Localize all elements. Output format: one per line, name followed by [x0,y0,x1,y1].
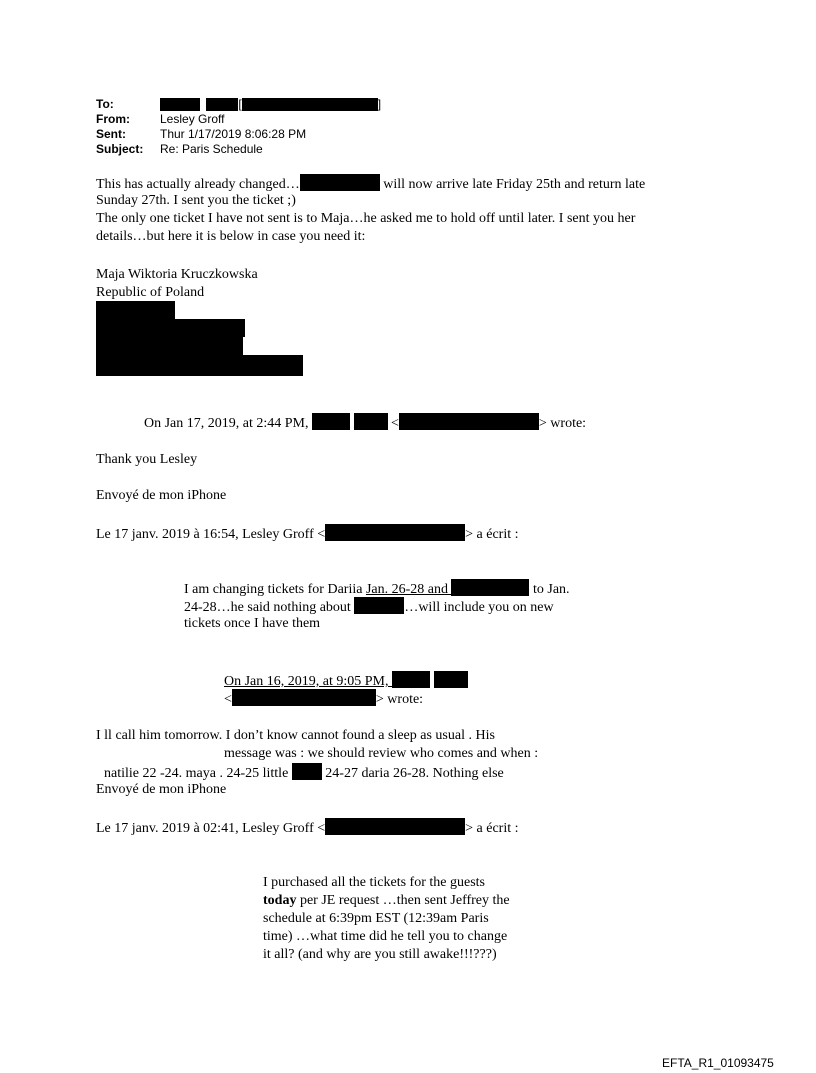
reply4-line-2: today per JE request …then sent Jeffrey the [263,893,510,908]
to-bracket-open: [ [238,97,242,111]
reply1-signature: Envoyé de mon iPhone [96,488,227,503]
body-line-2: Sunday 27th. I sent you the ticket ;) [96,193,296,208]
redaction [325,524,465,541]
redaction [354,597,404,614]
body-line-1: This has actually already changed… will now arrive late Friday 25th and return late [96,174,645,194]
redaction [300,174,380,191]
to-label: To: [96,97,114,111]
subject-label: Subject: [96,142,144,156]
reply2-line-2: 24-28…he said nothing about …will include you on new [184,597,554,617]
body-line-3: The only one ticket I have not sent is to Maja…he asked me to hold off until later. I sent you her [96,211,636,226]
redaction [292,763,322,780]
redaction [325,818,465,835]
reply2-line-1: I am changing tickets for Dariia Jan. 26-28 and to Jan. [184,579,570,599]
redaction-block [96,355,303,376]
body-line-4: details…but here it is below in case you need it: [96,229,366,244]
reply3-line-3: natilie 22 -24. maya . 24-25 little 24-27 daria 26-28. Nothing else [104,763,504,783]
email-header [96,97,416,159]
redaction [160,98,200,111]
subject-value: Re: Paris Schedule [160,142,263,156]
redaction [399,413,539,430]
redaction [242,98,378,111]
contact-name: Maja Wiktoria Kruczkowska [96,267,258,282]
sent-value: Thur 1/17/2019 8:06:28 PM [160,127,307,141]
redaction [312,413,350,430]
redaction-block [96,337,243,355]
redaction [354,413,388,430]
sent-label: Sent: [96,127,126,141]
reply3-line-1: I ll call him tomorrow. I don’t know cannot found a sleep as usual . His [96,728,495,743]
reply3-signature: Envoyé de mon iPhone [96,782,227,797]
reply4-line-4: time) …what time did he tell you to change [263,929,508,944]
redaction-block [96,319,245,337]
reply1-thanks: Thank you Lesley [96,452,198,467]
reply2-line-3: tickets once I have them [184,616,321,631]
redaction [434,671,468,688]
from-label: From: [96,112,130,126]
from-value: Lesley Groff [160,112,225,126]
reply3-attribution-1: On Jan 16, 2019, at 9:05 PM, [224,671,468,691]
reply4-line-5: it all? (and why are you still awake!!!???) [263,947,497,962]
redaction [392,671,430,688]
reply4-line-1: I purchased all the tickets for the guests [263,875,485,890]
reply3-attribution-2: < > wrote: [224,689,423,709]
reply2-attribution: Le 17 janv. 2019 à 16:54, Lesley Groff < > a écrit : [96,524,519,544]
reply4-line-3: schedule at 6:39pm EST (12:39am Paris [263,911,489,926]
to-value [160,97,381,112]
redaction [232,689,376,706]
redaction [206,98,238,111]
to-bracket-close: ] [377,97,382,111]
contact-country: Republic of Poland [96,285,205,300]
reply3-line-2: message was : we should review who comes and when : [224,746,539,761]
reply1-attribution: On Jan 17, 2019, at 2:44 PM, < > wrote: [144,413,586,433]
reply4-attribution: Le 17 janv. 2019 à 02:41, Lesley Groff < > a écrit : [96,818,519,838]
document-id: EFTA_R1_01093475 [662,1056,774,1070]
redaction [451,579,529,596]
redaction-block [96,301,175,319]
